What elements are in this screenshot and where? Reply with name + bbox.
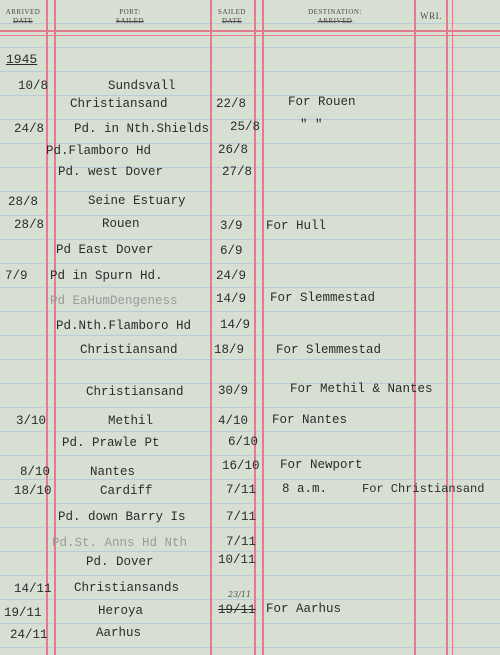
row-17-port: Pd. down Barry Is — [58, 510, 186, 524]
column-rule — [210, 0, 212, 655]
row-13-port: Methil — [108, 414, 154, 428]
row-19-port: Pd. Dover — [86, 555, 154, 569]
row-4-sailed: 27/8 — [222, 165, 253, 179]
row-3-sailed: 26/8 — [218, 143, 249, 157]
row-9-sailed: 14/9 — [216, 292, 247, 306]
row-14-sailed: 6/10 — [228, 435, 259, 449]
row-8-arrived: 7/9 — [5, 269, 28, 283]
row-21-port: Heroya — [98, 604, 144, 618]
row-20-arrived: 14/11 — [14, 582, 52, 596]
row-3-port: Pd.Flamboro Hd — [46, 144, 152, 158]
row-19-sailed: 10/11 — [218, 553, 256, 567]
row-21-sailed: 19/11 — [218, 603, 256, 617]
row-17-sailed: 7/11 — [226, 510, 257, 524]
row-13-destination: For Nantes — [272, 413, 348, 427]
row-2-destination: " " — [300, 118, 323, 132]
row-16-arrived: 18/10 — [14, 484, 52, 498]
row-1-port: Christiansand — [70, 97, 168, 111]
row-6-port: Rouen — [102, 217, 140, 231]
row-7-port: Pd East Dover — [56, 243, 154, 257]
row-14-port: Pd. Prawle Pt — [62, 436, 160, 450]
row-18-sailed: 7/11 — [226, 535, 257, 549]
row-22-port: Aarhus — [96, 626, 142, 640]
row-15-destination: For Newport — [280, 458, 363, 472]
column-rule — [452, 0, 453, 655]
row-16-port: Cardiff — [100, 484, 153, 498]
row-21-arrived: 19/11 — [4, 606, 42, 620]
row-8-sailed: 24/9 — [216, 269, 247, 283]
row-6-destination: For Hull — [266, 219, 327, 233]
row-15-port: Nantes — [90, 465, 136, 479]
row-15-arrived: 8/10 — [20, 465, 51, 479]
row-4-port: Pd. west Dover — [58, 165, 164, 179]
column-rule — [262, 0, 264, 655]
row-11-destination: For Slemmestad — [276, 343, 382, 357]
row-13-arrived: 3/10 — [16, 414, 47, 428]
row-21-destination: For Aarhus — [266, 602, 342, 616]
row-16-destination: 8 a.m. — [282, 482, 328, 496]
header-destination: DESTINATION: ARRIVED — [308, 8, 362, 25]
header-wri: WRI. — [420, 11, 442, 21]
row-2-sailed: 25/8 — [230, 120, 261, 134]
header-port: PORT: SAILED — [116, 8, 144, 25]
header-rule — [0, 30, 500, 32]
row-2-arrived: 24/8 — [14, 122, 45, 136]
header-rule — [0, 35, 500, 36]
row-5-port: Seine Estuary — [88, 194, 186, 208]
row-13-sailed: 4/10 — [218, 414, 249, 428]
row-10-sailed: 14/9 — [220, 318, 251, 332]
row-16-sailed: 7/11 — [226, 483, 257, 497]
column-rule — [446, 0, 448, 655]
header-arrived: ARRIVED DATE — [5, 8, 41, 25]
column-rule — [414, 0, 416, 655]
row-1-destination: For Rouen — [288, 95, 356, 109]
row-22-arrived: 24/11 — [10, 628, 48, 642]
row-16-note: For Christiansand — [362, 482, 485, 496]
row-15-sailed: 16/10 — [222, 459, 260, 473]
row-12-port: Christiansand — [86, 385, 184, 399]
row-11-sailed: 18/9 — [214, 343, 245, 357]
row-2-port: Pd. in Nth.Shields — [74, 122, 210, 136]
row-9-destination: For Slemmestad — [270, 291, 376, 305]
row-10-port: Pd.Nth.Flamboro Hd — [56, 319, 192, 333]
row-18-port: Pd.St. Anns Hd Nth — [52, 536, 188, 550]
row-0-port: Sundsvall — [108, 79, 176, 93]
row-12-sailed: 30/9 — [218, 384, 249, 398]
row-20-port: Christiansands — [74, 581, 180, 595]
row-1-sailed: 22/8 — [216, 97, 247, 111]
row-6-sailed: 3/9 — [220, 219, 243, 233]
row-11-port: Christiansand — [80, 343, 178, 357]
header-sailed: SAILED DATE — [218, 8, 246, 25]
column-rule — [46, 0, 48, 655]
row-7-sailed: 6/9 — [220, 244, 243, 258]
year-label: 1945 — [6, 52, 38, 67]
row-0-arrived: 10/8 — [18, 79, 49, 93]
row-9-port: Pd EaHumDengeness — [50, 294, 178, 308]
row-5-arrived: 28/8 — [8, 195, 39, 209]
row-8-port: Pd in Spurn Hd. — [50, 269, 163, 283]
row-12-destination: For Methil & Nantes — [290, 382, 433, 396]
row-21-sailed-correction: 23/11 — [228, 590, 252, 599]
row-6-arrived: 28/8 — [14, 218, 45, 232]
